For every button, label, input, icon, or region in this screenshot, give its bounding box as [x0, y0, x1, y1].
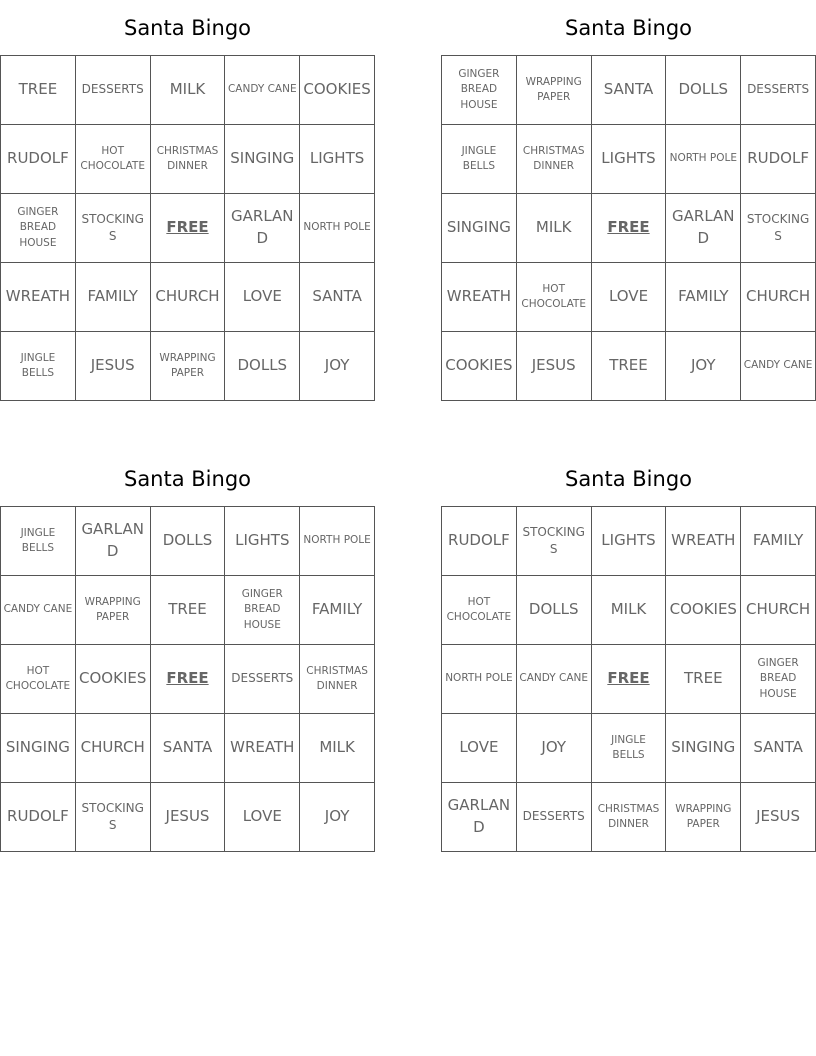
bingo-cell: SINGING [225, 125, 300, 194]
bingo-cell: RUDOLF [741, 125, 816, 194]
bingo-cell: COOKIES [75, 645, 150, 714]
free-space-cell: FREE [150, 645, 225, 714]
bingo-cell: NORTH POLE [300, 194, 375, 263]
bingo-cell: DOLLS [516, 576, 591, 645]
bingo-cell: SANTA [150, 714, 225, 783]
bingo-row [1, 507, 375, 576]
bingo-row [442, 263, 816, 332]
bingo-cell: FAMILY [300, 576, 375, 645]
bingo-card-1 [0, 0, 375, 401]
bingo-cell: SANTA [741, 714, 816, 783]
bingo-cell: SINGING [442, 194, 517, 263]
bingo-cell: HOT CHOCOLATE [1, 645, 76, 714]
bingo-cell: WREATH [442, 263, 517, 332]
bingo-cell: MILK [300, 714, 375, 783]
bingo-cell: HOT CHOCOLATE [442, 576, 517, 645]
bingo-cell: LIGHTS [591, 507, 666, 576]
bingo-row [1, 263, 375, 332]
bingo-cell: DESSERTS [225, 645, 300, 714]
bingo-cell: GARLAND [666, 194, 741, 263]
bingo-cell: CHRISTMAS DINNER [516, 125, 591, 194]
bingo-cell: NORTH POLE [442, 645, 517, 714]
bingo-row [442, 332, 816, 401]
bingo-cell: MILK [591, 576, 666, 645]
bingo-cell: CANDY CANE [225, 56, 300, 125]
bingo-row [1, 125, 375, 194]
card-title: Santa Bingo [564, 16, 692, 40]
bingo-grid [441, 55, 816, 401]
bingo-cell: TREE [150, 576, 225, 645]
bingo-cell: JESUS [150, 783, 225, 852]
bingo-cell: JINGLE BELLS [1, 507, 76, 576]
bingo-cell: WREATH [666, 507, 741, 576]
bingo-row [442, 194, 816, 263]
bingo-grid [441, 506, 816, 852]
bingo-cell: MILK [150, 56, 225, 125]
bingo-cell: FAMILY [75, 263, 150, 332]
bingo-cell: MILK [516, 194, 591, 263]
card-title: Santa Bingo [564, 467, 692, 491]
bingo-row [442, 714, 816, 783]
bingo-row [1, 576, 375, 645]
bingo-row [442, 125, 816, 194]
bingo-cell: RUDOLF [442, 507, 517, 576]
bingo-cell: HOT CHOCOLATE [75, 125, 150, 194]
bingo-row [442, 645, 816, 714]
bingo-cell: STOCKINGS [516, 507, 591, 576]
bingo-card-3 [0, 451, 375, 852]
bingo-cell: WRAPPING PAPER [75, 576, 150, 645]
bingo-grid [0, 55, 375, 401]
bingo-cell: COOKIES [442, 332, 517, 401]
bingo-card-2 [441, 0, 816, 401]
bingo-row [1, 783, 375, 852]
bingo-cell: DOLLS [225, 332, 300, 401]
bingo-cell: SANTA [300, 263, 375, 332]
bingo-cell: TREE [1, 56, 76, 125]
bingo-row [442, 507, 816, 576]
bingo-cell: CHURCH [150, 263, 225, 332]
bingo-cell: COOKIES [666, 576, 741, 645]
bingo-cell: JESUS [75, 332, 150, 401]
bingo-cell: JOY [666, 332, 741, 401]
bingo-cell: WREATH [1, 263, 76, 332]
bingo-cell: LOVE [591, 263, 666, 332]
bingo-cell: CHRISTMAS DINNER [300, 645, 375, 714]
free-space-cell: FREE [591, 194, 666, 263]
bingo-cell: JOY [516, 714, 591, 783]
bingo-row [1, 194, 375, 263]
bingo-cell: CHRISTMAS DINNER [591, 783, 666, 852]
bingo-cell: CHURCH [75, 714, 150, 783]
bingo-cell: LOVE [225, 263, 300, 332]
bingo-cell: RUDOLF [1, 783, 76, 852]
bingo-cell: WREATH [225, 714, 300, 783]
bingo-cell: SINGING [1, 714, 76, 783]
bingo-cell: LIGHTS [225, 507, 300, 576]
bingo-cell: DOLLS [150, 507, 225, 576]
bingo-cell: JINGLE BELLS [442, 125, 517, 194]
free-space-cell: FREE [591, 645, 666, 714]
free-space-cell: FREE [150, 194, 225, 263]
bingo-row [1, 714, 375, 783]
bingo-cell: GINGER BREAD HOUSE [442, 56, 517, 125]
bingo-cell: LOVE [225, 783, 300, 852]
bingo-cell: NORTH POLE [300, 507, 375, 576]
bingo-cell: COOKIES [300, 56, 375, 125]
bingo-cell: FAMILY [741, 507, 816, 576]
bingo-cell: JOY [300, 783, 375, 852]
bingo-cell: RUDOLF [1, 125, 76, 194]
bingo-cell: DESSERTS [75, 56, 150, 125]
bingo-cell: CANDY CANE [516, 645, 591, 714]
bingo-grid [0, 506, 375, 852]
bingo-cell: WRAPPING PAPER [666, 783, 741, 852]
bingo-cell: JESUS [516, 332, 591, 401]
bingo-row [1, 645, 375, 714]
bingo-cell: DESSERTS [741, 56, 816, 125]
bingo-row [442, 576, 816, 645]
bingo-cell: CANDY CANE [1, 576, 76, 645]
bingo-cell: JINGLE BELLS [1, 332, 76, 401]
card-title: Santa Bingo [123, 16, 251, 40]
bingo-cell: TREE [591, 332, 666, 401]
bingo-cell: FAMILY [666, 263, 741, 332]
bingo-cell: SINGING [666, 714, 741, 783]
bingo-cell: STOCKINGS [741, 194, 816, 263]
card-title: Santa Bingo [123, 467, 251, 491]
bingo-row [1, 332, 375, 401]
bingo-cell: GARLAND [75, 507, 150, 576]
bingo-cell: JOY [300, 332, 375, 401]
bingo-cell: JINGLE BELLS [591, 714, 666, 783]
bingo-cell: GINGER BREAD HOUSE [741, 645, 816, 714]
bingo-cell: WRAPPING PAPER [150, 332, 225, 401]
bingo-cell: LOVE [442, 714, 517, 783]
bingo-row [442, 783, 816, 852]
bingo-cell: TREE [666, 645, 741, 714]
bingo-cell: CANDY CANE [741, 332, 816, 401]
bingo-cell: NORTH POLE [666, 125, 741, 194]
bingo-cell: GINGER BREAD HOUSE [225, 576, 300, 645]
bingo-cell: SANTA [591, 56, 666, 125]
bingo-cell: STOCKINGS [75, 194, 150, 263]
bingo-cell: DESSERTS [516, 783, 591, 852]
bingo-cell: JESUS [741, 783, 816, 852]
bingo-cell: STOCKINGS [75, 783, 150, 852]
bingo-cell: LIGHTS [591, 125, 666, 194]
bingo-cell: GARLAND [442, 783, 517, 852]
bingo-card-4 [441, 451, 816, 852]
bingo-row [442, 56, 816, 125]
bingo-cell: CHURCH [741, 263, 816, 332]
bingo-cell: CHURCH [741, 576, 816, 645]
bingo-cell: WRAPPING PAPER [516, 56, 591, 125]
bingo-cell: DOLLS [666, 56, 741, 125]
bingo-cell: GARLAND [225, 194, 300, 263]
bingo-cell: GINGER BREAD HOUSE [1, 194, 76, 263]
bingo-row [1, 56, 375, 125]
bingo-cell: CHRISTMAS DINNER [150, 125, 225, 194]
bingo-cell: HOT CHOCOLATE [516, 263, 591, 332]
bingo-cell: LIGHTS [300, 125, 375, 194]
